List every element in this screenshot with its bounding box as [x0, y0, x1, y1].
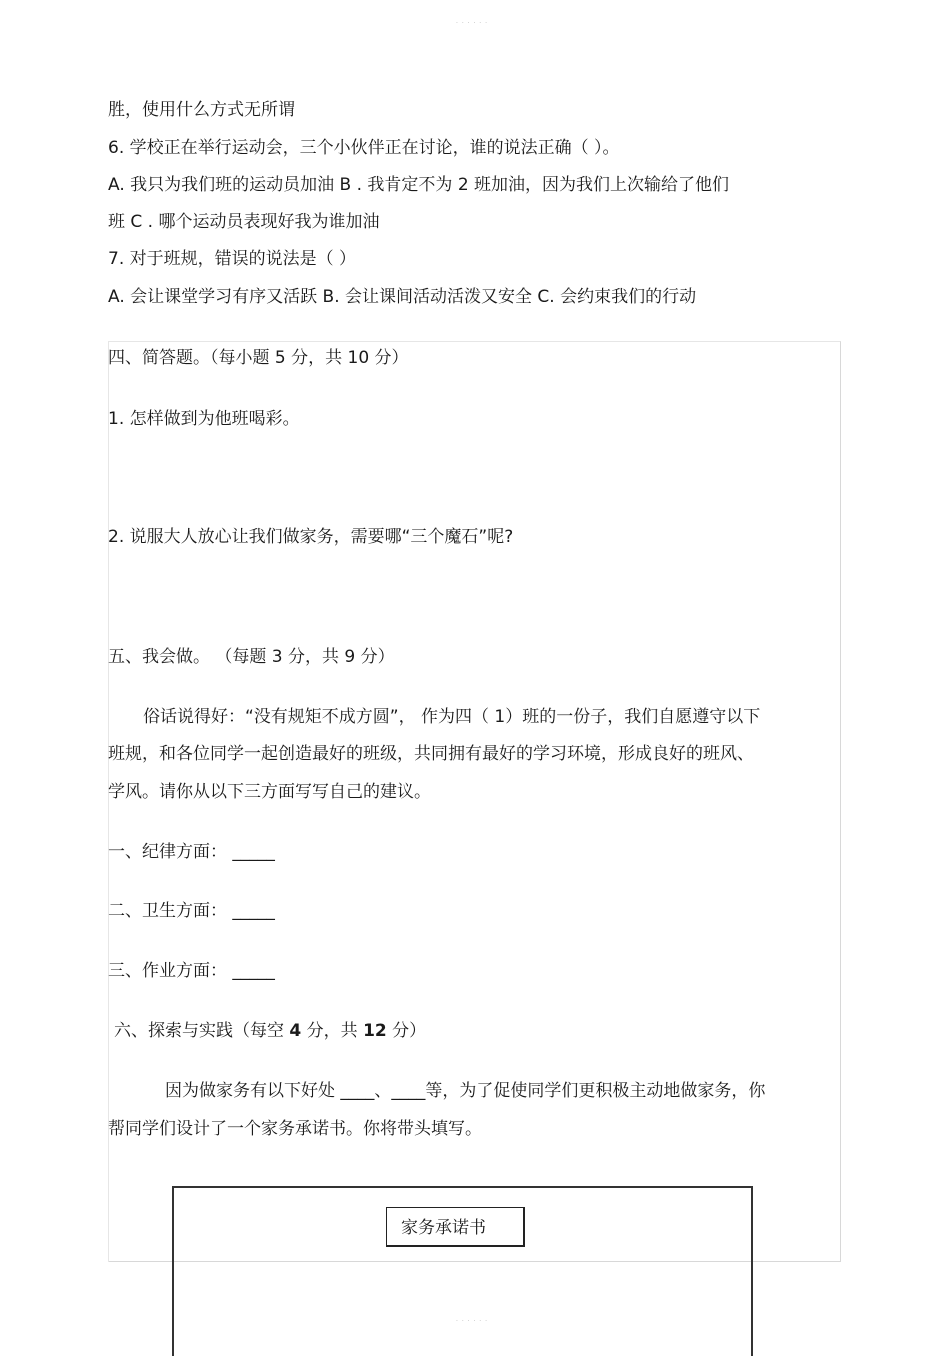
- discipline-item: 一、纪律方面： _____: [108, 842, 275, 862]
- question-7-options: A. 会让课堂学习有序又活跃 B. 会让课间活动活泼又安全 C. 会约束我们的行动: [108, 287, 697, 307]
- question-6-options-ab: A. 我只为我们班的运动员加油 B . 我肯定不为 2 班加油，因为我们上次输给了他们: [108, 175, 730, 195]
- section-6-paragraph-line-2: 帮同学们设计了一个家务承诺书。你将带头填写。: [108, 1119, 482, 1139]
- section-4-question-2: 2. 说服大人放心让我们做家务，需要哪“三个魔石”呢?: [108, 527, 514, 547]
- question-7: 7. 对于班规，错误的说法是（ ）: [108, 249, 357, 269]
- section-6-title-part: 分）: [386, 1021, 427, 1041]
- line-fragment: 胜，使用什么方式无所谓: [108, 100, 295, 120]
- section-6-title-part: 六、探索与实践（每空: [114, 1021, 290, 1041]
- question-6: 6. 学校正在举行运动会，三个小伙伴正在讨论，谁的说法正确（ ）。: [108, 138, 620, 158]
- section-5-paragraph-line-1: 俗话说得好：“没有规矩不成方圆”， 作为四（ 1）班的一份子，我们自愿遵守以下: [143, 707, 761, 727]
- hygiene-item: 二、卫生方面： _____: [108, 901, 275, 921]
- pledge-title-box: [386, 1207, 525, 1247]
- pledge-title: 家务承诺书: [401, 1218, 486, 1238]
- footer-marks: · · · · · ·: [456, 1318, 488, 1325]
- section-6-title-part: 分，共: [301, 1021, 364, 1041]
- section-6-paragraph-line-1: 因为做家务有以下好处 ____、____等，为了促使同学们更积极主动地做家务，你: [165, 1081, 766, 1101]
- section-5-title: 五、我会做。 （每题 3 分，共 9 分）: [108, 647, 395, 667]
- section-6-title: [114, 1020, 426, 1042]
- section-5-paragraph-line-3: 学风。请你从以下三方面写写自己的建议。: [108, 782, 431, 802]
- section-4-title: 四、简答题。（每小题 5 分，共 10 分）: [108, 348, 409, 368]
- question-6-option-c: 班 C . 哪个运动员表现好我为谁加油: [108, 212, 380, 232]
- section-6-points-per-blank: 4: [289, 1021, 302, 1041]
- header-marks: · · · · · ·: [456, 20, 488, 27]
- section-4-question-1: 1. 怎样做到为他班喝彩。: [108, 409, 300, 429]
- section-5-paragraph-line-2: 班规，和各位同学一起创造最好的班级，共同拥有最好的学习环境，形成良好的班风、: [108, 744, 754, 764]
- homework-item: 三、作业方面： _____: [108, 961, 275, 981]
- section-6-total-points: 12: [363, 1021, 387, 1041]
